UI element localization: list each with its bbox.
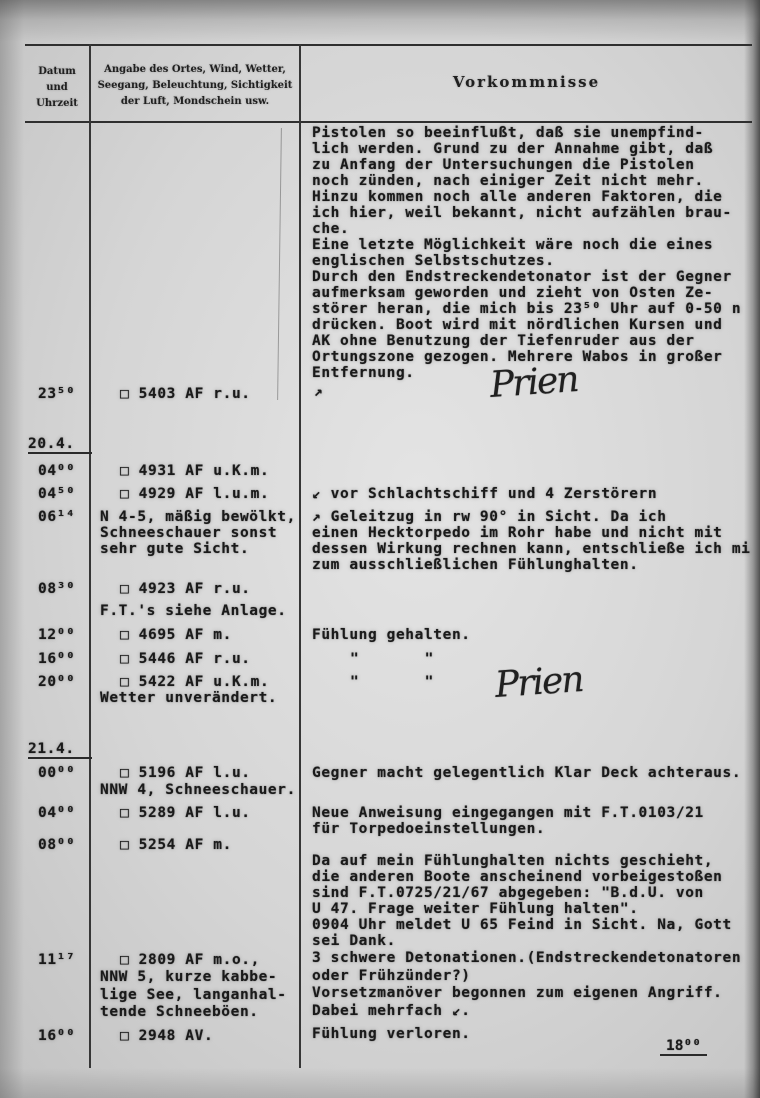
day-header: 21.4. xyxy=(28,741,92,759)
entry-grid-square: □ 4923 AF r.u. xyxy=(120,581,251,597)
entry-events-arrow-icon: ↗ xyxy=(314,384,324,400)
column-divider-date xyxy=(89,44,91,1068)
header-events: Vorkommnisse xyxy=(452,73,601,91)
continuation-time: 18⁰⁰ xyxy=(660,1038,707,1056)
entry-time: 11¹⁷ xyxy=(38,952,76,968)
entry-time: 04⁵⁰ xyxy=(38,486,76,502)
entry-time: 00⁰⁰ xyxy=(38,765,76,781)
entry-events: ↙ vor Schlachtschiff und 4 Zerstörern xyxy=(312,486,658,502)
entry-time: 06¹⁴ xyxy=(38,509,76,525)
entry-events: Fühlung gehalten. xyxy=(312,627,471,643)
entry-time: 16⁰⁰ xyxy=(38,1028,76,1044)
entry-grid-square: □ 5403 AF r.u. xyxy=(120,386,251,402)
entry-time: 12⁰⁰ xyxy=(38,627,76,643)
header-location-conditions: Angabe des Ortes, Wind, Wetter, Seegang, Beleuchtung, Sichtigkeit der Luft, Mondschein usw. xyxy=(97,64,293,107)
entry-events: Gegner macht gelegentlich Klar Deck achteraus. xyxy=(312,765,742,781)
entry-grid-square: □ 5446 AF r.u. xyxy=(120,651,251,667)
commander-signature: Prien xyxy=(488,359,579,406)
entry-events-ditto: " " xyxy=(350,674,434,690)
entry-grid-square: □ 4929 AF l.u.m. xyxy=(120,486,270,502)
entry-time: 20⁰⁰ xyxy=(38,674,76,690)
entry-events: Neue Anweisung eingegangen mit F.T.0103/21 für Torpedoeinstellungen. xyxy=(312,805,704,837)
entry-grid-square: □ 2948 AV. xyxy=(120,1028,214,1044)
entry-conditions: NNW 4, Schneeschauer. xyxy=(100,782,296,798)
pencil-mark xyxy=(277,128,282,400)
entry-time: 23⁵⁰ xyxy=(38,386,76,402)
entry-events: Fühlung verloren. xyxy=(312,1026,471,1042)
entry-grid-square: □ 4695 AF m. xyxy=(120,627,232,643)
entry-grid-square: □ 2809 AF m.o., xyxy=(120,952,260,968)
entry-events-ditto: " " xyxy=(350,651,434,667)
entry-time: 04⁰⁰ xyxy=(38,805,76,821)
day-header: 20.4. xyxy=(28,436,92,454)
table-top-rule xyxy=(25,44,752,46)
entry-conditions: F.T.'s siehe Anlage. xyxy=(100,603,287,619)
entry-time: 16⁰⁰ xyxy=(38,651,76,667)
entry-grid-square: □ 5254 AF m. xyxy=(120,837,232,853)
entry-conditions: Wetter unverändert. xyxy=(100,690,278,706)
entry-conditions: N 4-5, mäßig bewölkt, Schneeschauer sonst sehr gute Sicht. xyxy=(100,509,296,557)
entry-events: Da auf mein Fühlunghalten nichts geschieht, die anderen Boote anscheinend vorbeigestoßen sind F.T.0725/21/67 abgegeben: "B.d.U. von U 47. Frage weiter Fühlung halten". 0904 Uhr meldet U 65 Feind in Sicht. Na, Gott sei Dank. xyxy=(312,853,732,949)
entry-grid-square: □ 5196 AF l.u. xyxy=(120,765,251,781)
entry-time: 08⁰⁰ xyxy=(38,837,76,853)
column-divider-location xyxy=(299,44,301,1068)
entry-grid-square: □ 4931 AF u.K.m. xyxy=(120,463,270,479)
header-date-time: Datum und Uhrzeit xyxy=(36,66,78,109)
entry-time: 04⁰⁰ xyxy=(38,463,76,479)
entry-conditions: NNW 5, kurze kabbe- lige See, langanhal- tende Schneeböen. xyxy=(100,969,287,1020)
entry-events: Pistolen so beeinflußt, daß sie unempfind- lich werden. Grund zu der Annahme gibt, daß zu Anfang der Untersuchungen die Pistolen noch zünden, nach einiger Zeit nicht mehr. Hinzu kommen noch alle anderen Faktoren, die ich hier, weil bekannt, nicht aufzählen brau- che. Eine letzte Möglichkeit wäre noch die eines englischen Selbstschutzes. Durch den Endstreckendetonator ist der Gegner aufmerksam geworden und zieht von Osten Ze- störer heran, die mich bis 23⁵⁰ Uhr auf 0-50 n drücken. Boot wird mit nördlichen Kursen und AK ohne Benutzung der Tiefenruder aus der Ortungszone gezogen. Mehrere Wabos in großer Entfernung. xyxy=(312,125,742,381)
commander-signature: Prien xyxy=(493,659,584,706)
entry-grid-square: □ 5422 AF u.K.m. xyxy=(120,674,270,690)
header-bottom-rule xyxy=(25,121,752,123)
entry-time: 08³⁰ xyxy=(38,581,76,597)
entry-events: 3 schwere Detonationen.(Endstreckendetonatoren oder Frühzünder?) Vorsetzmanöver begonnen zum eigenen Angriff. Dabei mehrfach ↙. xyxy=(312,950,742,1019)
entry-grid-square: □ 5289 AF l.u. xyxy=(120,805,251,821)
entry-events: ↗ Geleitzug in rw 90° in Sicht. Da ich einen Hecktorpedo im Rohr habe und nicht mit dessen Wirkung rechnen kann, entschließe ich mi zum ausschließlichen Fühlunghalten. xyxy=(312,509,751,573)
